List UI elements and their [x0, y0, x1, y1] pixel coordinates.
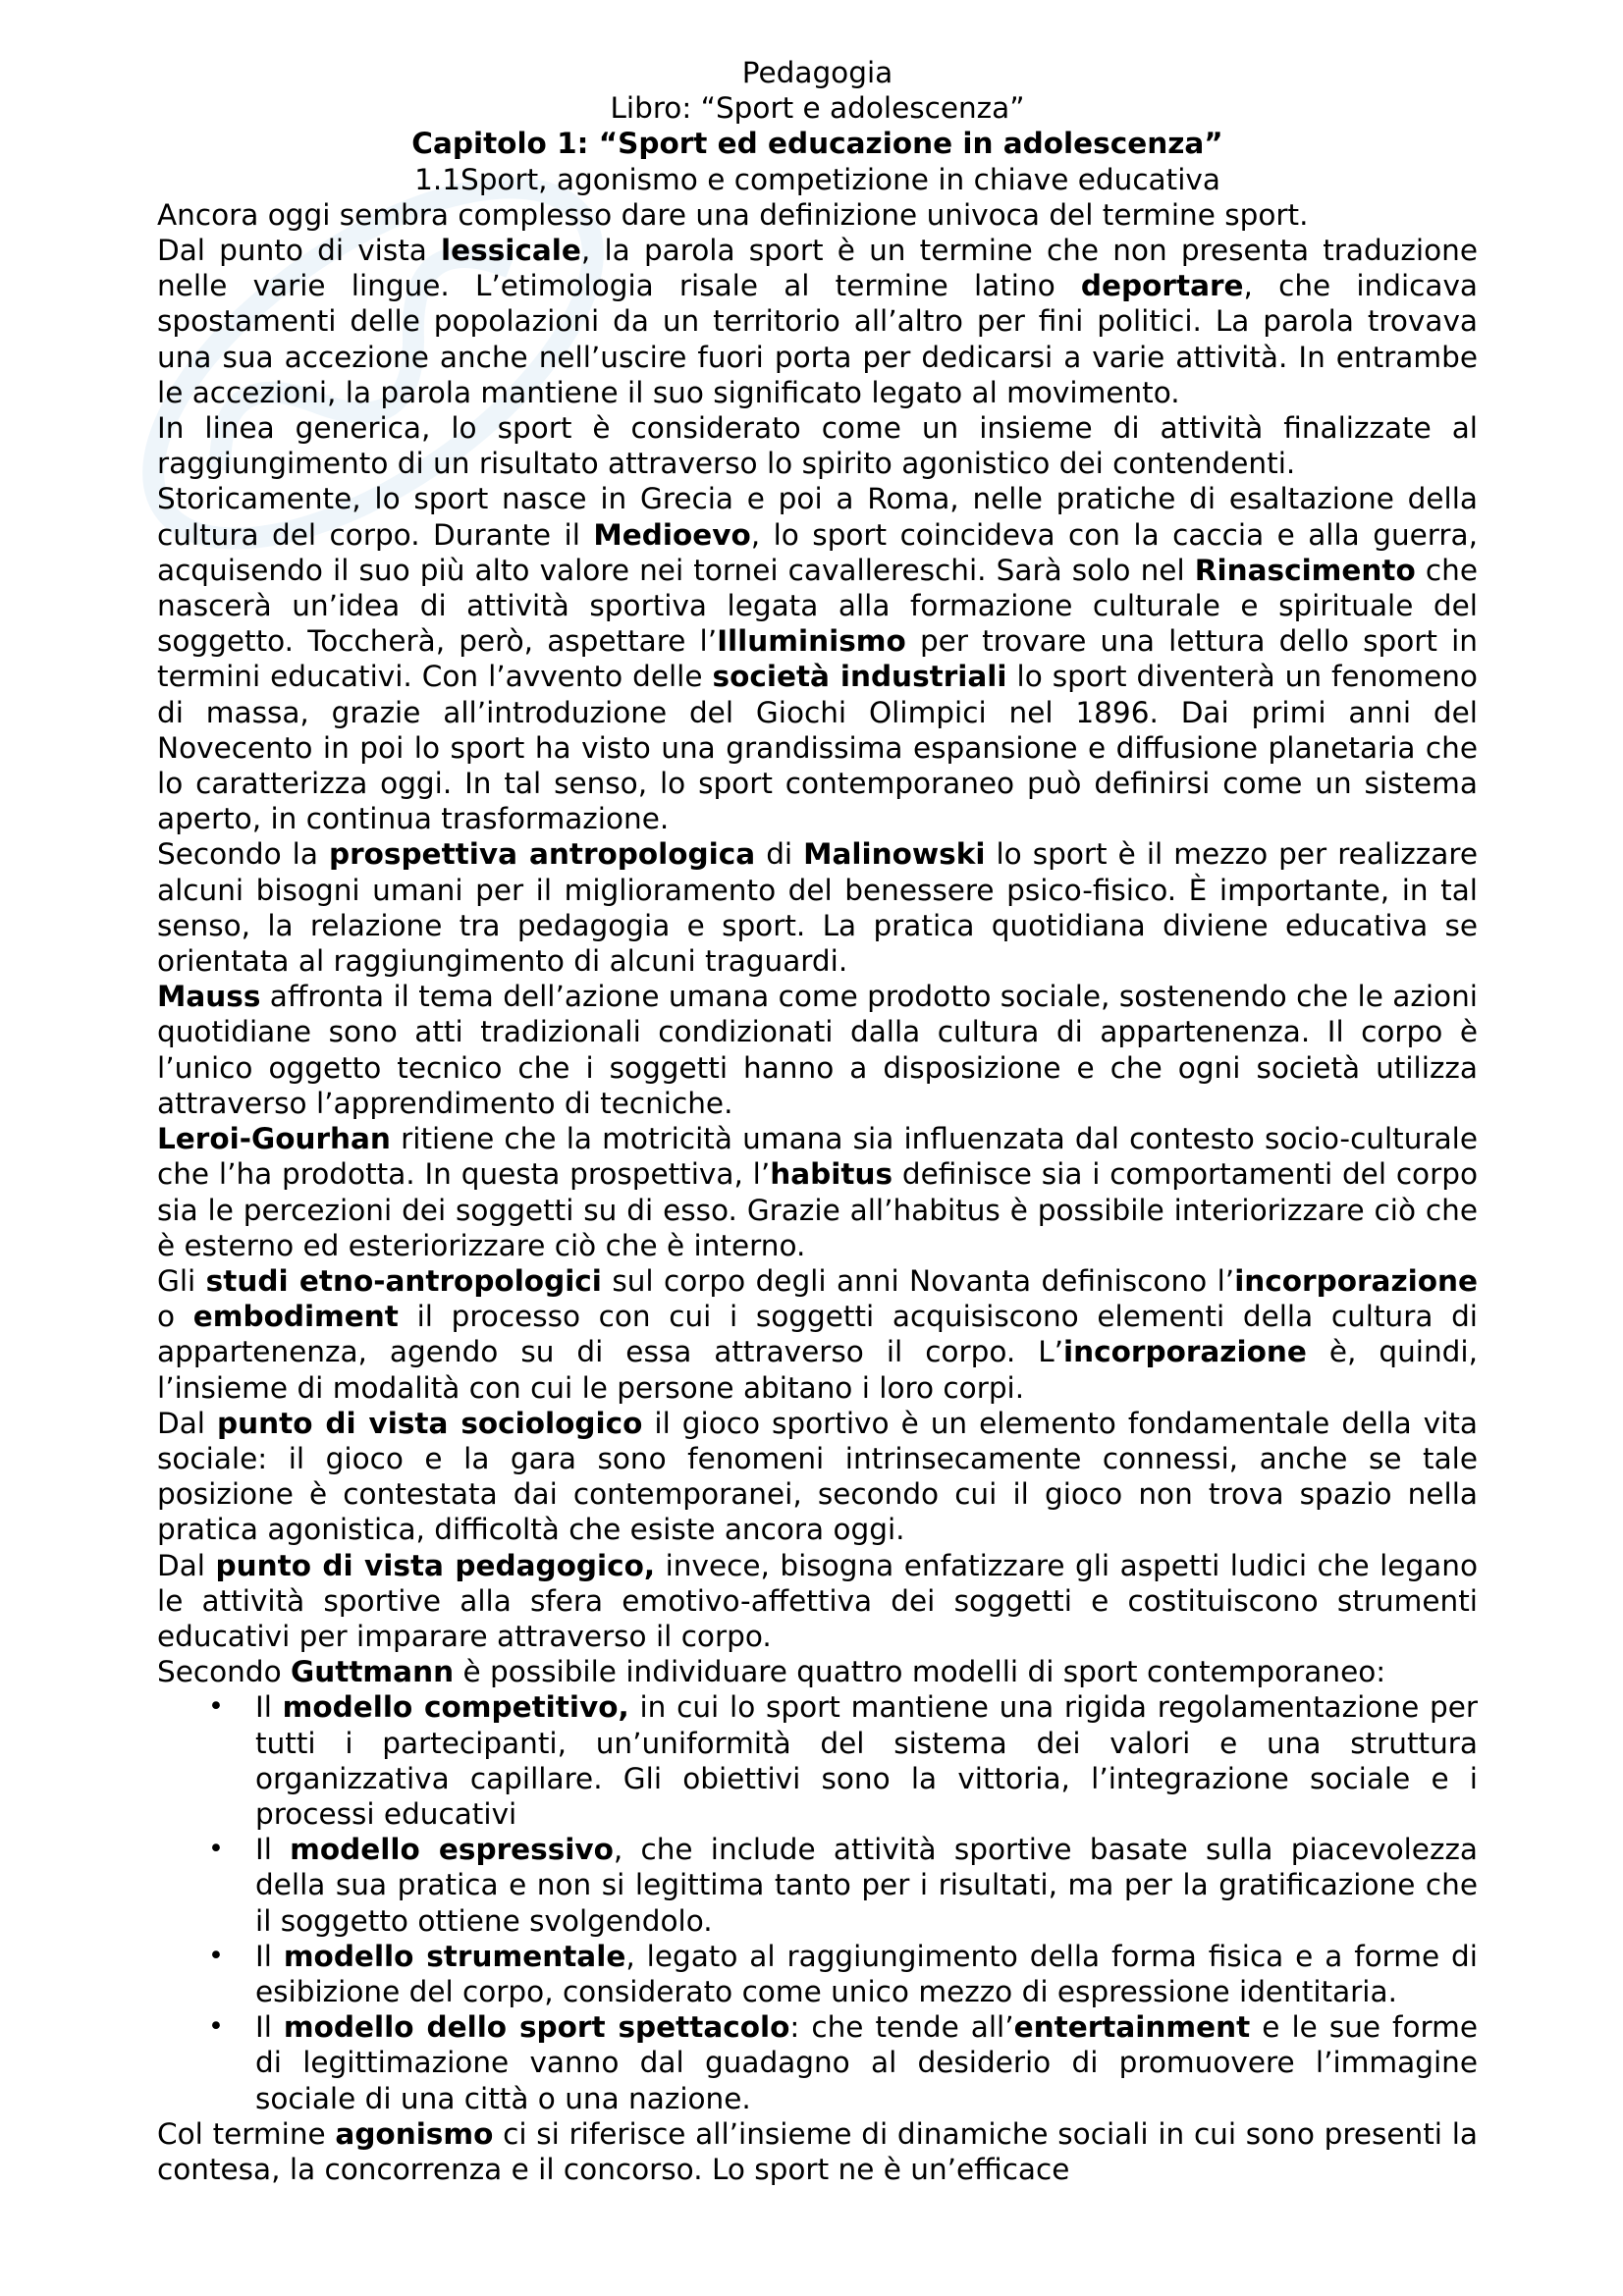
bold-term: Leroi-Gourhan	[157, 1122, 391, 1156]
bold-term: Illuminismo	[717, 624, 906, 659]
text-run: definisce sia i comportamenti del corpo sia le percezioni dei soggetti su di esso. Grazie all’habitus è possibile interiorizzare ciò che è esterno ed esteriorizzare ciò che è interno.	[157, 1157, 1479, 1262]
list-item	[157, 1689, 1478, 1832]
text-run: di	[755, 837, 804, 872]
text-run: , legato al raggiungimento della forma fisica e a forme di esibizione del corpo, considerato come unico mezzo di espressione identitaria.	[255, 1939, 1478, 2008]
bullet-icon: •	[208, 1834, 224, 1865]
closing-paragraph	[157, 2116, 1478, 2187]
text-run: : che tende all’	[789, 2010, 1014, 2045]
bold-term: incorporazione	[1234, 1263, 1478, 1298]
paragraph	[157, 233, 1478, 410]
text-run: ci si riferisce all’insieme di dinamiche sociali in cui sono presenti la contesa, la concorrenza e il concorso. Lo sport ne è un’efficace	[157, 2116, 1479, 2186]
bold-term: modello strumentale	[283, 1939, 626, 1973]
bold-term: Mauss	[157, 980, 261, 1014]
bold-term: Guttmann	[291, 1655, 455, 1689]
bullet-icon: •	[208, 1940, 224, 1971]
text-run: Dal punto di vista	[157, 234, 442, 268]
paragraph	[157, 197, 1478, 233]
paragraph	[157, 1406, 1478, 1548]
text-run: , lo sport coincideva con la caccia e alla guerra, acquisendo il suo più alto valore nei tornei cavallereschi. Sarà solo nel	[157, 517, 1478, 587]
text-run: in cui lo sport mantiene una rigida regolamentazione per tutti i partecipanti, un’uniformità del sistema dei valori e una struttura organizzativa capillare. Gli obiettivi sono la vittoria, l’integrazione sociale e i processi educativi	[255, 1690, 1478, 1831]
bold-term: studi etno-antropologici	[205, 1263, 602, 1298]
text-run: Secondo	[157, 1655, 291, 1689]
paragraph	[157, 979, 1478, 1121]
paragraph	[157, 836, 1478, 979]
bold-term: habitus	[770, 1157, 893, 1192]
text-run: il gioco sportivo è un elemento fondamentale della vita sociale: il gioco e la gara sono fenomeni intrinsecamente connessi, anche se tale posizione è contestata dai contemporanei, secondo cui il gioco non trova spazio nella pratica agonistica, difficoltà che esiste ancora oggi.	[157, 1406, 1478, 1547]
list-item	[157, 2009, 1478, 2116]
text-run: Il	[255, 1690, 283, 1725]
text-run: In linea generica, lo sport è considerato come un insieme di attività finalizzate al raggiungimento di un risultato attraverso lo spirito agonistico dei contendenti.	[157, 411, 1478, 481]
text-run: Il	[255, 1939, 284, 1973]
body-paragraphs	[157, 197, 1478, 1690]
bold-term: incorporazione	[1063, 1335, 1307, 1369]
text-run: Col termine	[157, 2116, 336, 2151]
list-item	[157, 1939, 1478, 2009]
list-item	[157, 1832, 1478, 1939]
text-run: Dal	[157, 1548, 216, 1582]
text-run: e le sue forme di legittimazione vanno dal guadagno al desiderio di promuovere l’immagine sociale di una città o una nazione.	[255, 2010, 1478, 2115]
book-title: Libro: “Sport e adolescenza”	[610, 91, 1025, 126]
text-run: Il	[255, 1833, 291, 1867]
paragraph	[157, 1121, 1478, 1263]
bullet-icon: •	[208, 2011, 224, 2043]
bold-term: Rinascimento	[1194, 553, 1416, 587]
bold-term: punto di vista pedagogico,	[215, 1548, 656, 1582]
bold-term: società industriali	[712, 660, 1007, 694]
text-run: Gli	[157, 1263, 206, 1298]
chapter-title: Capitolo 1: “Sport ed educazione in adolescenza”	[411, 127, 1223, 161]
text-run: , che indicava spostamenti delle popolazioni da un territorio all’altro per fini politici. La parola trovava una sua accezione anche nell’uscire fuori porta per dedicarsi a varie attività. In entrambe le accezioni, la parola mantiene il suo significato legato al movimento.	[157, 269, 1478, 409]
text-run: per trovare una lettura dello sport in termini educativi. Con l’avvento delle	[157, 624, 1478, 694]
bold-term: prospettiva antropologica	[328, 837, 756, 872]
bold-term: Medioevo	[593, 517, 751, 552]
bullet-icon: •	[208, 1691, 224, 1723]
bold-term: deportare	[1080, 269, 1244, 303]
text-run: che nascerà un’idea di attività sportiva legata alla formazione culturale e spirituale del soggetto. Toccherà, però, aspettare l’	[157, 553, 1478, 659]
bold-term: lessicale	[441, 234, 581, 268]
paragraph	[157, 1654, 1478, 1689]
text-run: affronta il tema dell’azione umana come prodotto sociale, sostenendo che le azioni quotidiane sono atti tradizionali condizionati dalla cultura di appartenenza. Il corpo è l’unico oggetto tecnico che i soggetti hanno a disposizione e che ogni società utilizza attraverso l’apprendimento di tecniche.	[157, 980, 1478, 1120]
text-run: il processo con cui i soggetti acquisiscono elementi della cultura di appartenenza, agendo su di essa attraverso il corpo. L’	[157, 1300, 1478, 1369]
text-run: , che include attività sportive basate sulla piacevolezza della sua pratica e non si legittima tanto per i risultati, ma per la gratificazione che il soggetto ottiene svolgendolo.	[255, 1833, 1479, 1938]
bold-term: Malinowski	[803, 837, 986, 872]
text-run: invece, bisogna enfatizzare gli aspetti ludici che legano le attività sportive alla sfera emotivo-affettiva dei soggetti e costituiscono strumenti educativi per imparare attraverso il corpo.	[157, 1548, 1478, 1653]
text-run: Ancora oggi sembra complesso dare una definizione univoca del termine sport.	[157, 197, 1309, 232]
document-page	[157, 55, 1478, 2187]
bold-term: entertainment	[1013, 2010, 1251, 2045]
bold-term: modello dello sport spettacolo	[283, 2010, 790, 2045]
bold-term: punto di vista sociologico	[217, 1406, 643, 1440]
paragraph	[157, 410, 1478, 481]
text-run: sul corpo degli anni Novanta definiscono l’	[601, 1263, 1235, 1298]
paragraph	[157, 481, 1478, 836]
text-run: ritiene che la motricità umana sia influenzata dal contesto socio-culturale che l’ha prodotta. In questa prospettiva, l’	[157, 1122, 1478, 1192]
text-run: Secondo la	[157, 837, 329, 872]
bold-term: agonismo	[335, 2116, 494, 2151]
text-run: è, quindi, l’insieme di modalità con cui le persone abitano i loro corpi.	[157, 1335, 1478, 1405]
paragraph	[157, 1548, 1478, 1655]
text-run: è possibile individuare quattro modelli di sport contemporaneo:	[454, 1655, 1386, 1689]
bold-term: modello espressivo	[290, 1833, 614, 1867]
section-title: 1.1Sport, agonismo e competizione in chiave educativa	[414, 162, 1220, 196]
paragraph	[157, 1263, 1478, 1406]
subject-title: Pedagogia	[741, 56, 893, 89]
text-run: Il	[255, 2010, 284, 2045]
text-run: lo sport diventerà un fenomeno di massa, grazie all’introduzione del Giochi Olimpici nel 1896. Dai primi anni del Novecento in poi lo sport ha visto una grandissima espansione e diffusione planetaria che lo caratterizza oggi. In tal senso, lo sport contemporaneo può definirsi come un sistema aperto, in continua trasformazione.	[157, 660, 1478, 836]
text-run: Storicamente, lo sport nasce in Grecia e poi a Roma, nelle pratiche di esaltazione della cultura del corpo. Durante il	[157, 482, 1478, 552]
bold-term: embodiment	[192, 1300, 399, 1334]
bold-term: modello competitivo,	[282, 1690, 629, 1725]
text-run: o	[157, 1300, 193, 1334]
model-list	[157, 1689, 1478, 2115]
text-run: lo sport è il mezzo per realizzare alcuni bisogni umani per il miglioramento del benessere psico-fisico. È importante, in tal senso, la relazione tra pedagogia e sport. La pratica quotidiana diviene educativa se orientata al raggiungimento di alcuni traguardi.	[157, 837, 1478, 979]
text-run: Dal	[157, 1406, 217, 1440]
text-run: , la parola sport è un termine che non presenta traduzione nelle varie lingue. L’etimologia risale al termine latino	[157, 234, 1478, 303]
